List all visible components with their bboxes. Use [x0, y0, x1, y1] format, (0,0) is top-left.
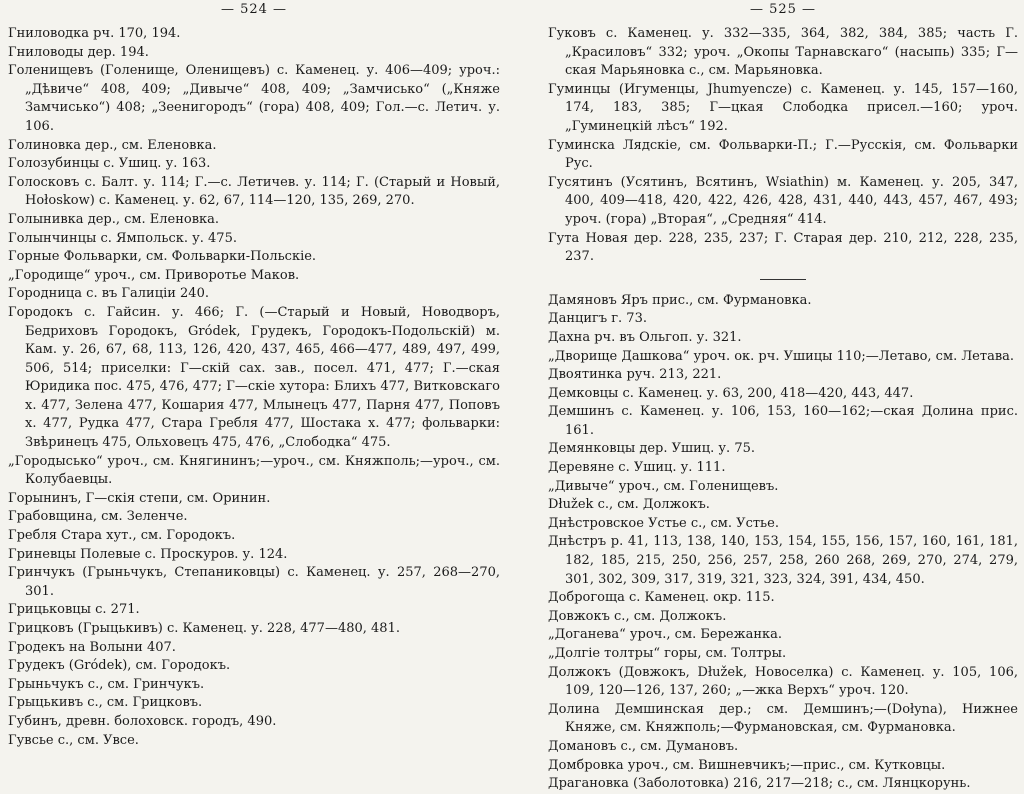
- index-entry: Днѣстровское Устье с., см. Устье.: [548, 515, 779, 531]
- index-entries: [548, 25, 1018, 794]
- index-entry: Грабовщина, см. Зеленче.: [8, 509, 188, 525]
- index-entry: Грудекъ (Gródek), см. Городокъ.: [8, 658, 231, 674]
- index-entry: Dłužek с., см. Должокъ.: [548, 497, 710, 513]
- index-entry: Городница с. въ Галиціи 240.: [8, 286, 209, 302]
- index-entry: Демковцы с. Каменец. у. 63, 200, 418—420, 443, 447.: [548, 385, 914, 401]
- index-entry: Дамяновъ Яръ прис., см. Фурмановка.: [548, 292, 812, 308]
- index-entry: Грыцькивъ с., см. Грицковъ.: [8, 695, 203, 711]
- index-entry: Данцигъ г. 73.: [548, 311, 647, 327]
- index-entry: Гусятинъ (Усятинъ, Всятинъ, Wsiathin) м. Каменец. у. 205, 347, 400, 409—418, 420, 422, 426, 428, 431, 440, 443, 457, 467, 493; уроч. (гора) „Вторая“, „Средняя“ 414.: [548, 174, 1018, 227]
- index-entry: Гринчукъ (Грыньчукъ, Степаниковцы) с. Каменец. у. 257, 268—270, 301.: [8, 565, 500, 599]
- index-entry: Гребля Стара хут., см. Городокъ.: [8, 528, 236, 544]
- index-entry: Домбровка уроч., см. Вишневчикъ;—прис., см. Кутковцы.: [548, 757, 946, 773]
- page-number: — 525 —: [749, 2, 817, 17]
- section-divider: [760, 279, 806, 280]
- index-entry: Днѣстръ р. 41, 113, 138, 140, 153, 154, 155, 156, 157, 160, 161, 181, 182, 185, 215, 250, 256, 257, 258, 260 268, 269, 270, 274, 279, 301, 302, 309, 317, 319, 321, 323, 324, 391, 434, 450.: [548, 534, 1018, 587]
- index-section-g: [548, 25, 1018, 267]
- index-entry: „Городище“ уроч., см. Приворотье Маков.: [8, 267, 300, 283]
- index-entry: Доброгоща с. Каменец. окр. 115.: [548, 590, 775, 606]
- index-entry: Грицковъ (Грыцькивъ) с. Каменец. у. 228, 477—480, 481.: [8, 621, 400, 636]
- index-entry: Долина Демшинская дер.; см. Демшинъ;—(Dołyna), Нижнее Княже, см. Княжполь;—Фурмановская, см. Фурмановка.: [548, 701, 1018, 736]
- index-entry: Голозубинцы с. Ушиц. у. 163.: [8, 156, 211, 172]
- index-entry: Гниловодка рч. 170, 194.: [8, 26, 181, 41]
- index-entry: „Дивыче“ уроч., см. Голенищевъ.: [548, 478, 779, 494]
- index-entry: Губинъ, древн. болоховск. городъ, 490.: [8, 713, 277, 729]
- right-page: [548, 0, 1018, 792]
- index-entry: Голенищевъ (Голенище, Оленищевъ) с. Каменец. у. 406—409; уроч.: „Дѣвиче“ 408, 409; „Дивыче“ 408, 409; „Замчисько“ („Княже Замчисько“) 408; „Зеенигородъ“ (гора) 408, 409; Гол.—с. Летич. у. 106.: [8, 63, 500, 134]
- index-entry: Городокъ с. Гайсин. у. 466; Г. (—Старый и Новый, Новодворъ, Бедриховъ Городокъ, Gródek, Грудекъ, Городокъ-Подольскій) м. Кам. у. 26, 67, 68, 113, 126, 420, 437, 465, 466—477, 489, 497, 499, 506, 514; приселки: Г—скій сах. зав., посел. 471, 477; Г.—ская Юридика пос. 475, 476, 477; Г—скіе хутора: Блихъ 477, Витковскаго х. 477, Зелена 477, Кошария 477, Млынецъ 477, Парня 477, Поповъ х. 477, Рудка 477, Стара Гребля 477, Шостака х. 477; фольварки: Звѣринецъ 475, Ольховецъ 475, 476, „Слободка“ 475.: [8, 304, 500, 451]
- index-entry: Демшинъ с. Каменец. у. 106, 153, 160—162;—ская Долина прис. 161.: [548, 404, 1018, 438]
- index-entry: Голынчинцы с. Ямпольск. у. 475.: [8, 230, 237, 246]
- index-entry: Гниловоды дер. 194.: [8, 44, 149, 60]
- index-entry: Гувсье с., см. Увсе.: [8, 732, 139, 748]
- index-entry: Двоятинка руч. 213, 221.: [548, 367, 722, 383]
- index-entry: Голосковъ с. Балт. у. 114; Г.—с. Летичев. у. 114; Г. (Старый и Новый, Hołoskow) с. Каменец. у. 62, 67, 114—120, 135, 269, 270.: [8, 174, 500, 209]
- index-entry: Демянковцы дер. Ушиц. у. 75.: [548, 441, 755, 457]
- index-entry: Грицьковцы с. 271.: [8, 602, 140, 618]
- index-entry: „Долгіе толтры“ горы, см. Толтры.: [548, 646, 787, 661]
- index-entry: Грыньчукъ с., см. Гринчукъ.: [8, 676, 205, 692]
- index-entry: Голиновка дер., см. Еленовка.: [8, 137, 217, 153]
- index-entry: Гриневцы Полевые с. Проскуров. у. 124.: [8, 546, 288, 562]
- left-page: [8, 0, 500, 750]
- index-entry: Домановъ с., см. Думановъ.: [548, 738, 739, 754]
- page-number: — 524 —: [220, 2, 288, 17]
- index-entry: Деревяне с. Ушиц. у. 111.: [548, 460, 726, 476]
- index-entry: „Доганева“ уроч., см. Бережанка.: [548, 627, 782, 643]
- index-entries: [8, 25, 500, 750]
- index-entry: Довжокъ с., см. Должокъ.: [548, 608, 727, 624]
- index-entry: Гродекъ на Волыни 407.: [8, 639, 176, 655]
- index-entry: Горынинъ, Г—скія степи, см. Оринин.: [8, 490, 271, 506]
- index-entry: Горные Фольварки, см. Фольварки-Польскіе.: [8, 249, 317, 265]
- index-entry: Гуминцы (Игуменцы, Jhumyencze) с. Каменец. у. 145, 157—160, 174, 183, 385; Г—цкая Слободка присел.—160; уроч. „Гуминецкій лѣсъ“ 192.: [548, 81, 1018, 134]
- index-entry: Гуминска Лядскіе, см. Фольварки-П.; Г.—Русскія, см. Фольварки Рус.: [548, 137, 1018, 172]
- index-entry: Должокъ (Довжокъ, Dłužek, Новоселка) с. Каменец. у. 105, 106, 109, 120—126, 137, 260; „—жка Верхъ“ уроч. 120.: [548, 664, 1018, 699]
- index-entry: Драгановка (Заболотовка) 216, 217—218; с., см. Лянцкорунь.: [548, 776, 971, 792]
- index-entry: Дахна рч. въ Ольгоп. у. 321.: [548, 329, 742, 345]
- index-section-d: [548, 292, 1018, 794]
- index-entry: Гута Новая дер. 228, 235, 237; Г. Старая дер. 210, 212, 228, 235, 237.: [548, 230, 1018, 265]
- index-entry: Гуковъ с. Каменец. у. 332—335, 364, 382, 384, 385; часть Г. „Красиловъ“ 332; уроч. „Окопы Тарнавскаго“ (насыпь) 335; Г—ская Марьяновка с., см. Марьяновка.: [548, 26, 1018, 79]
- index-entry: Голынивка дер., см. Еленовка.: [8, 211, 220, 227]
- index-entry: „Дворище Дашкова“ уроч. ок. рч. Ушицы 110;—Летаво, см. Летава.: [548, 348, 1015, 364]
- index-entry: „Городысько“ уроч., см. Княгининъ;—уроч., см. Княжполь;—уроч., см. Колубаевцы.: [8, 453, 500, 488]
